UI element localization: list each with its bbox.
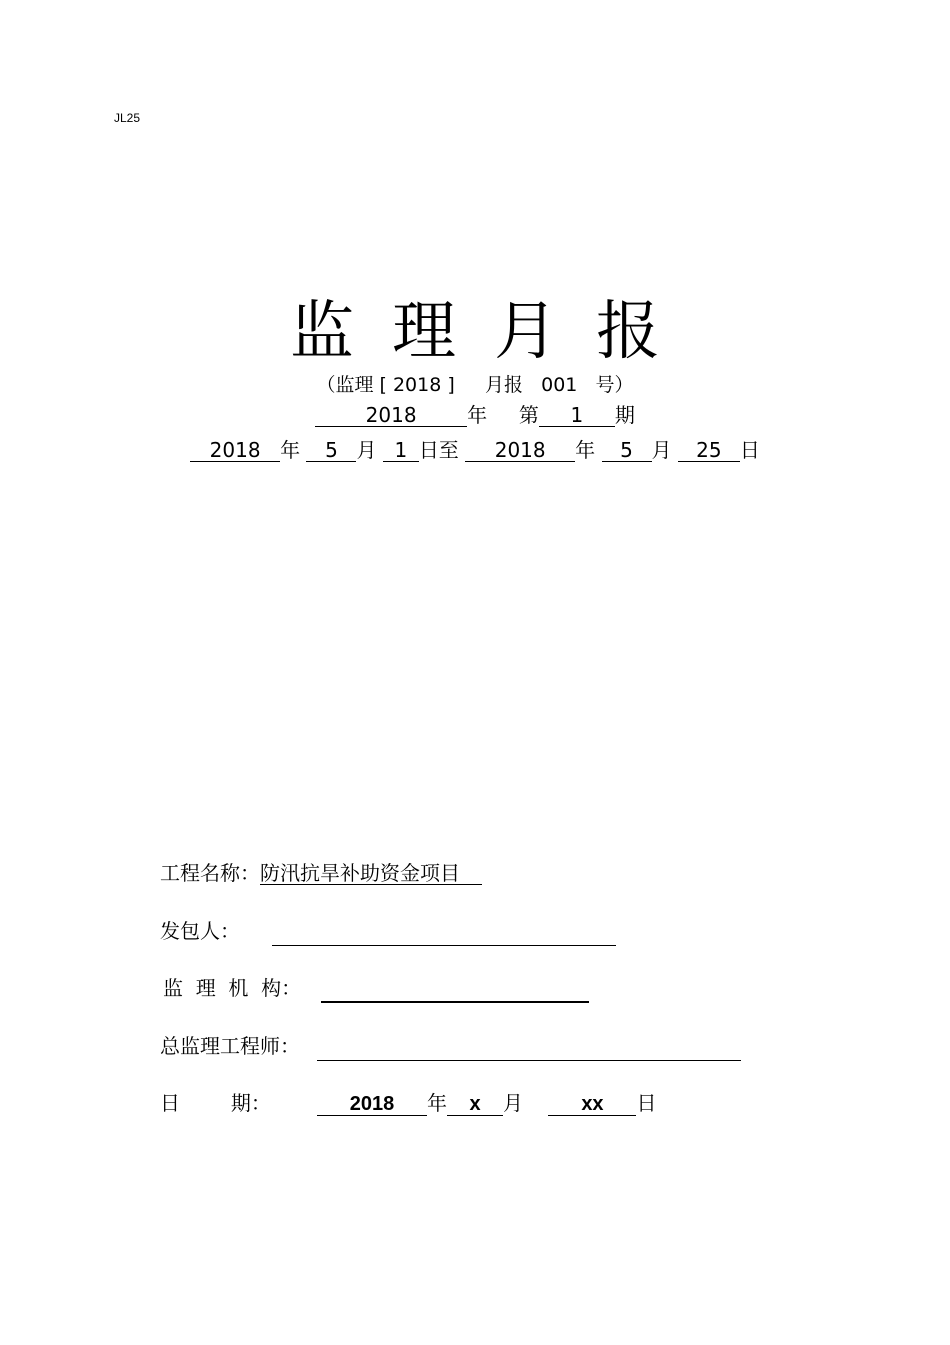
end-year-label: 年 (575, 438, 596, 462)
chief-engineer-field[interactable] (317, 1038, 741, 1061)
project-name-value: 防汛抗旱补助资金项目 (260, 862, 482, 885)
date-month: x (447, 1093, 503, 1116)
period-issue: 1 (539, 404, 615, 427)
report-no-month-label: 月报 (484, 374, 523, 396)
report-no-number: 001 (541, 374, 578, 396)
end-month-label: 月 (651, 438, 672, 462)
end-month: 5 (602, 439, 652, 462)
project-name-row (160, 858, 482, 888)
chief-engineer-row (160, 1031, 741, 1061)
end-day-label: 日 (739, 438, 760, 462)
date-row (160, 1088, 656, 1118)
period-year: 2018 (315, 404, 467, 427)
period-qi-label: 期 (614, 403, 635, 427)
period-di-label: 第 (518, 403, 539, 427)
report-no-open: （监理 [ (316, 374, 387, 396)
report-no-suffix: 号） (595, 374, 634, 396)
report-number-line (0, 371, 950, 399)
end-year: 2018 (465, 439, 575, 462)
date-day-label: 日 (636, 1091, 657, 1115)
chief-engineer-label: 总监理工程师： (160, 1034, 300, 1058)
employer-row (160, 916, 616, 946)
report-no-year: 2018 (392, 374, 442, 396)
date-year-label: 年 (427, 1091, 447, 1115)
date-month-label: 月 (503, 1091, 523, 1115)
period-line (0, 401, 950, 429)
range-to-label: 日至 (418, 438, 459, 462)
start-year: 2018 (190, 439, 280, 462)
start-month: 5 (306, 439, 356, 462)
supervisor-org-row (163, 973, 589, 1003)
start-year-label: 年 (280, 438, 301, 462)
employer-label: 发包人： (160, 919, 240, 943)
date-day: xx (548, 1093, 636, 1116)
supervisor-org-field[interactable] (321, 979, 589, 1003)
date-year: 2018 (317, 1093, 427, 1116)
project-name-label: 工程名称： (160, 861, 260, 885)
employer-field[interactable] (272, 923, 616, 946)
start-day: 1 (383, 439, 419, 462)
report-no-close: ] (447, 374, 455, 396)
form-code: JL25 (114, 111, 141, 125)
end-day: 25 (678, 439, 740, 462)
supervisor-org-label: 监 理 机 构： (163, 976, 302, 1000)
period-year-label: 年 (467, 403, 488, 427)
date-label: 日 期： (160, 1091, 271, 1115)
start-month-label: 月 (356, 438, 377, 462)
date-range-line (0, 436, 950, 464)
page-title: 监理月报 (290, 295, 698, 369)
